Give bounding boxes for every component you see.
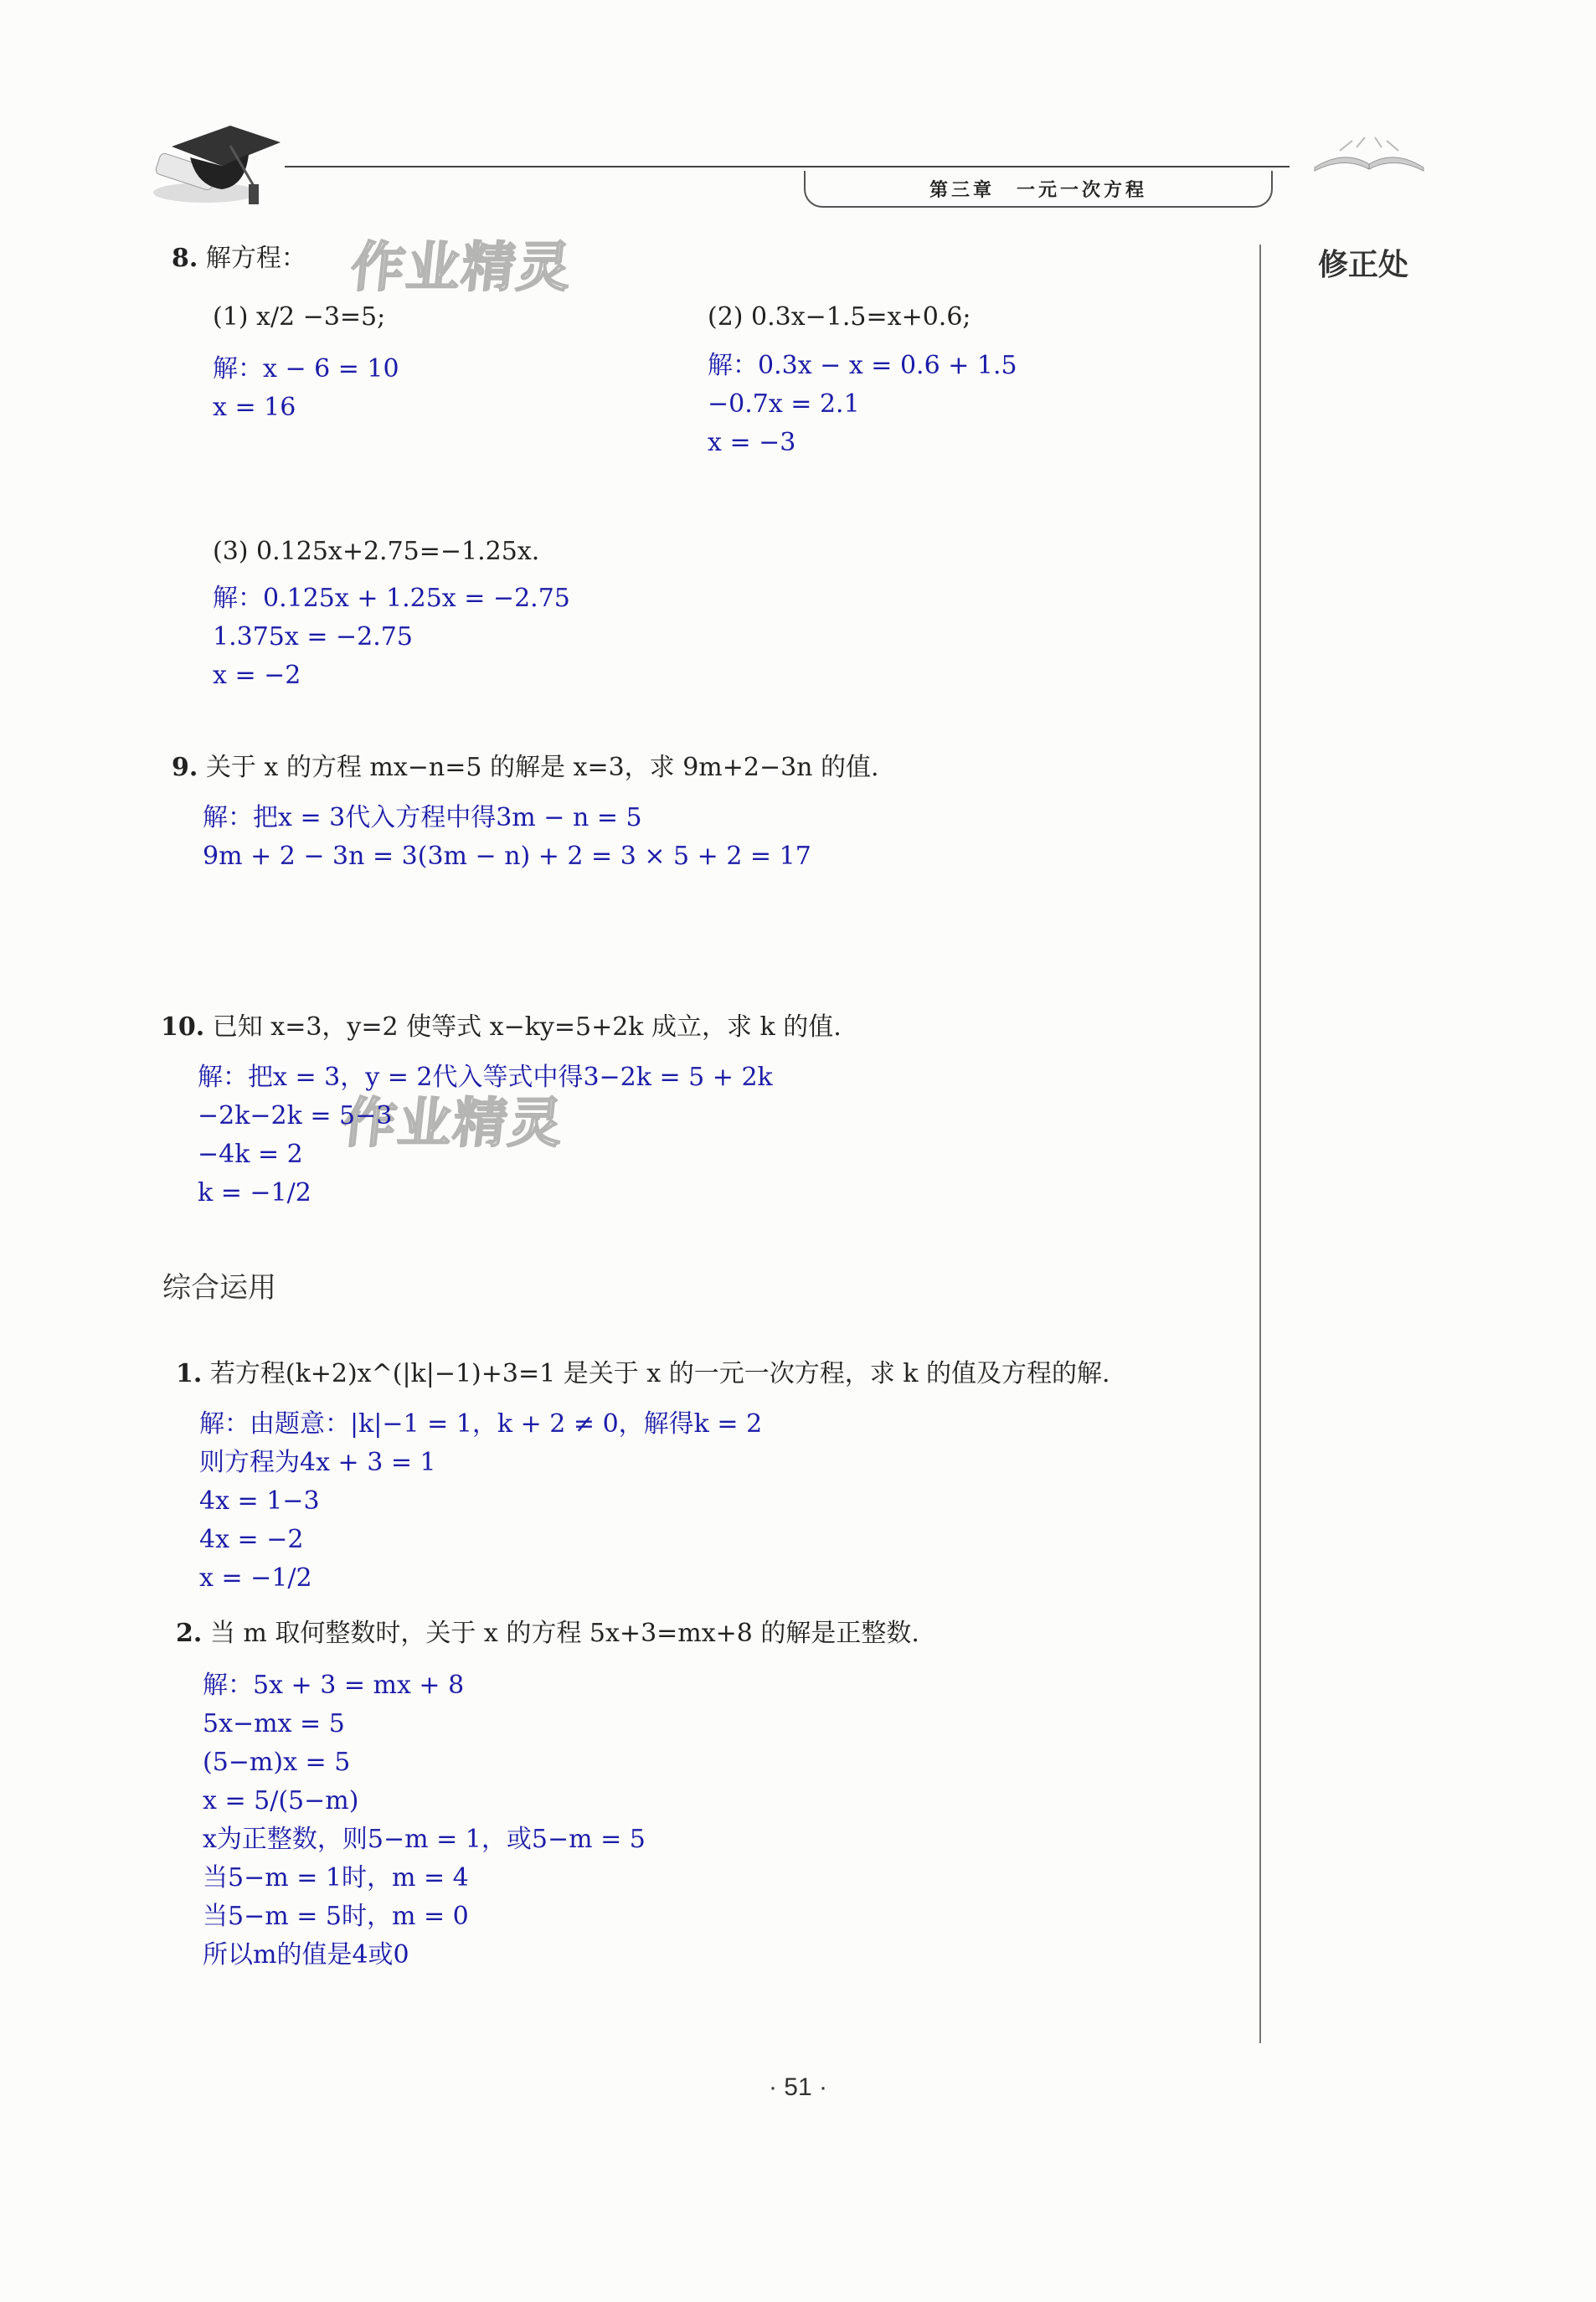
question-text: 解方程： bbox=[205, 244, 306, 273]
q8-part2-answer-line: 解：0.3x − x = 0.6 + 1.5 bbox=[708, 351, 1017, 380]
q8-part2-answer-line: −0.7x = 2.1 bbox=[708, 389, 860, 419]
c2-answer-line: 当5−m = 1时，m = 4 bbox=[203, 1863, 469, 1893]
question-text: 关于 x 的方程 mx−n=5 的解是 x=3，求 9m+2−3n 的值. bbox=[205, 753, 879, 782]
sidebar-divider bbox=[1259, 245, 1261, 2043]
q8-part1-question: (1) x/2 −3=5; bbox=[213, 302, 386, 332]
question-number: 9. bbox=[172, 753, 198, 782]
watermark: 作业精灵 bbox=[348, 237, 576, 299]
question-number: 8. bbox=[172, 244, 198, 273]
question-text: 当 m 取何整数时，关于 x 的方程 5x+3=mx+8 的解是正整数. bbox=[209, 1619, 919, 1648]
question-8-stem bbox=[172, 245, 306, 274]
page-number: · 51 · bbox=[768, 2073, 828, 2101]
q8-part3-answer-line: 1.375x = −2.75 bbox=[213, 622, 413, 651]
c2-answer-line: 5x−mx = 5 bbox=[203, 1709, 345, 1738]
question-text: 若方程(k+2)x^(|k|−1)+3=1 是关于 x 的一元一次方程，求 k 的值及方程的解. bbox=[209, 1359, 1110, 1388]
correction-area-label: 修正处 bbox=[1318, 248, 1409, 282]
q8-part1-answer-line: 解：x − 6 = 10 bbox=[213, 354, 399, 384]
q8-part2-question: (2) 0.3x−1.5=x+0.6; bbox=[708, 302, 971, 332]
header-rule bbox=[285, 166, 1290, 167]
c2-answer-line: x = 5/(5−m) bbox=[203, 1786, 359, 1815]
question-number: 10. bbox=[161, 1012, 205, 1042]
q8-part3-answer-line: 解：0.125x + 1.25x = −2.75 bbox=[213, 584, 570, 613]
comprehensive-question-2-stem bbox=[176, 1620, 919, 1649]
c1-answer-line: x = −1/2 bbox=[199, 1563, 312, 1593]
question-9-stem bbox=[172, 754, 879, 783]
question-number: 1. bbox=[176, 1359, 203, 1388]
c2-answer-line: 解：5x + 3 = mx + 8 bbox=[203, 1671, 465, 1700]
question-text: 已知 x=3，y=2 使等式 x−ky=5+2k 成立，求 k 的值. bbox=[212, 1012, 842, 1042]
q10-answer-line: −4k = 2 bbox=[198, 1140, 303, 1169]
c1-answer-line: 解：由题意：|k|−1 = 1，k + 2 ≠ 0，解得k = 2 bbox=[199, 1409, 763, 1439]
c2-answer-line: (5−m)x = 5 bbox=[203, 1748, 351, 1777]
q8-part3-question: (3) 0.125x+2.75=−1.25x. bbox=[213, 537, 540, 566]
question-number: 2. bbox=[176, 1619, 203, 1648]
c1-answer-line: 则方程为4x + 3 = 1 bbox=[199, 1448, 436, 1477]
c2-answer-line: x为正整数，则5−m = 1，或5−m = 5 bbox=[203, 1825, 646, 1854]
q8-part3-answer-line: x = −2 bbox=[213, 661, 301, 690]
c1-answer-line: 4x = −2 bbox=[199, 1525, 304, 1554]
q8-part2-answer-line: x = −3 bbox=[708, 428, 796, 457]
q9-answer-line: 9m + 2 − 3n = 3(3m − n) + 2 = 3 × 5 + 2 = 17 bbox=[203, 842, 811, 871]
q10-answer-line: k = −1/2 bbox=[198, 1178, 311, 1208]
c2-answer-line: 当5−m = 5时，m = 0 bbox=[203, 1902, 469, 1931]
q10-answer-line: 解：把x = 3，y = 2代入等式中得3−2k = 5 + 2k bbox=[198, 1063, 773, 1092]
c2-answer-line: 所以m的值是4或0 bbox=[203, 1940, 409, 1970]
c1-answer-line: 4x = 1−3 bbox=[199, 1486, 320, 1516]
comprehensive-question-1-stem bbox=[176, 1360, 1110, 1389]
chapter-title: 第三章 一元一次方程 bbox=[804, 171, 1273, 208]
q10-answer-line: −2k−2k = 5−3 bbox=[198, 1101, 393, 1130]
section-title: 综合运用 bbox=[162, 1271, 276, 1305]
q9-answer-line: 解：把x = 3代入方程中得3m − n = 5 bbox=[203, 803, 642, 832]
graduation-cap-icon bbox=[138, 109, 289, 218]
watermark: 作业精灵 bbox=[339, 1093, 568, 1155]
open-book-icon bbox=[1306, 134, 1432, 176]
question-10-stem bbox=[161, 1013, 842, 1043]
q8-part1-answer-line: x = 16 bbox=[213, 393, 296, 422]
